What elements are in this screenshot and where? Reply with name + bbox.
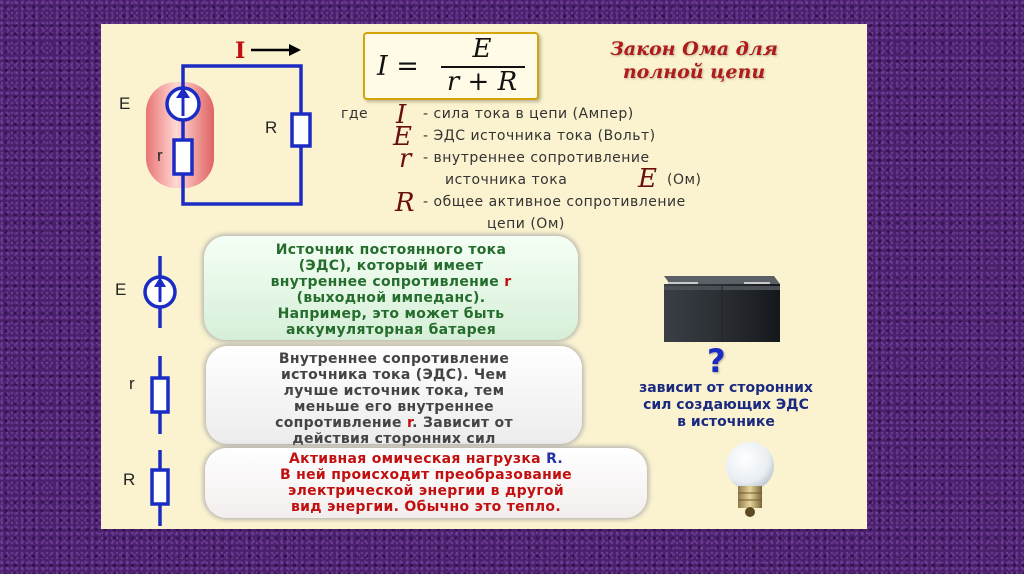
legend-text-r-2: источника тока [445,172,568,188]
circuit-diagram [101,24,331,234]
question-mark-icon: ? [707,342,726,380]
legend-symbol-e: E [393,122,412,152]
battery-image [656,262,786,348]
load-line-1: Активная омическая нагрузка R. [288,451,564,467]
title-line-1: Закон Ома для [610,38,778,60]
formula-denominator: r + R [446,67,518,97]
external-resistor-symbol [292,114,310,146]
legend-symbol-i: I [396,100,407,130]
legend-text-i: - сила тока в цепи (Ампер) [423,106,634,122]
current-arrow-icon [251,44,301,56]
load-highlight-r: R. [546,451,564,467]
legend-text-e: - ЭДС источника тока (Вольт) [423,128,656,144]
load-line-3: электрической энергии в другой [288,483,564,499]
legend-where: где [341,106,369,122]
internal-line-4: меньше его внутреннее [294,399,494,415]
emf-section-label: E [115,280,127,299]
legend-symbol-big-r: R [395,188,415,218]
internal-resistor-symbol [174,140,192,174]
internal-line-1: Внутреннее сопротивление [278,351,510,367]
legend-text-r: - внутреннее сопротивление [423,150,650,166]
emf-line-3: внутреннее сопротивление r [270,274,512,290]
emf-line-2: (ЭДС), который имеет [298,258,484,274]
legend-text-r-3: (Ом) [667,172,702,188]
emf-line-1: Источник постоянного тока [275,242,507,258]
internal-line-2: источника тока (ЭДС). Чем [280,367,508,383]
load-resistor-section-symbol [145,450,175,526]
emf-label: E [119,94,131,113]
internal-line-5: сопротивление r. Зависит от [275,415,513,431]
load-line-2: В ней происходит преобразование [280,467,572,483]
load-line-4: вид энергии. Обычно это тепло. [291,499,561,515]
emf-line-4: (выходной импеданс). [296,290,486,306]
dependency-note [595,380,857,431]
emf-line-5: Например, это может быть [277,306,505,322]
load-description-bubble [205,448,647,518]
emf-line-6: аккумуляторная батарея [285,322,497,338]
dependency-line-2: сил создающих ЭДС [643,397,809,413]
formula-box [363,32,539,100]
internal-description-bubble [206,346,582,447]
internal-r-label: r [157,146,163,165]
emf-symbol [135,256,185,328]
title-line-2: полной цепи [622,61,766,83]
formula-numerator: E [472,34,492,64]
slide [101,24,867,529]
page-title [569,38,819,84]
legend-symbol-e-2: E [638,164,657,194]
emf-source-symbol [167,87,199,120]
emf-highlight-r: r [504,274,512,290]
internal-resistor-section-symbol [145,356,175,434]
internal-line-3: лучше источник тока, тем [283,383,505,399]
legend-symbol-r: r [399,144,412,174]
internal-line-6: действия сторонних сил [292,431,496,447]
legend-text-big-r: - общее активное сопротивление [423,194,686,210]
dependency-line-3: в источнике [677,414,775,430]
light-bulb-image [713,438,787,529]
current-label: I [235,38,246,64]
formula-lhs: I = [377,51,419,82]
emf-description-bubble [204,236,578,340]
dependency-line-1: зависит от сторонних [639,380,813,396]
external-r-label: R [265,118,278,137]
legend-text-big-r-2: цепи (Ом) [487,216,565,232]
load-section-label: R [123,470,136,489]
internal-section-label: r [129,374,135,393]
internal-highlight-r: r [406,415,413,431]
